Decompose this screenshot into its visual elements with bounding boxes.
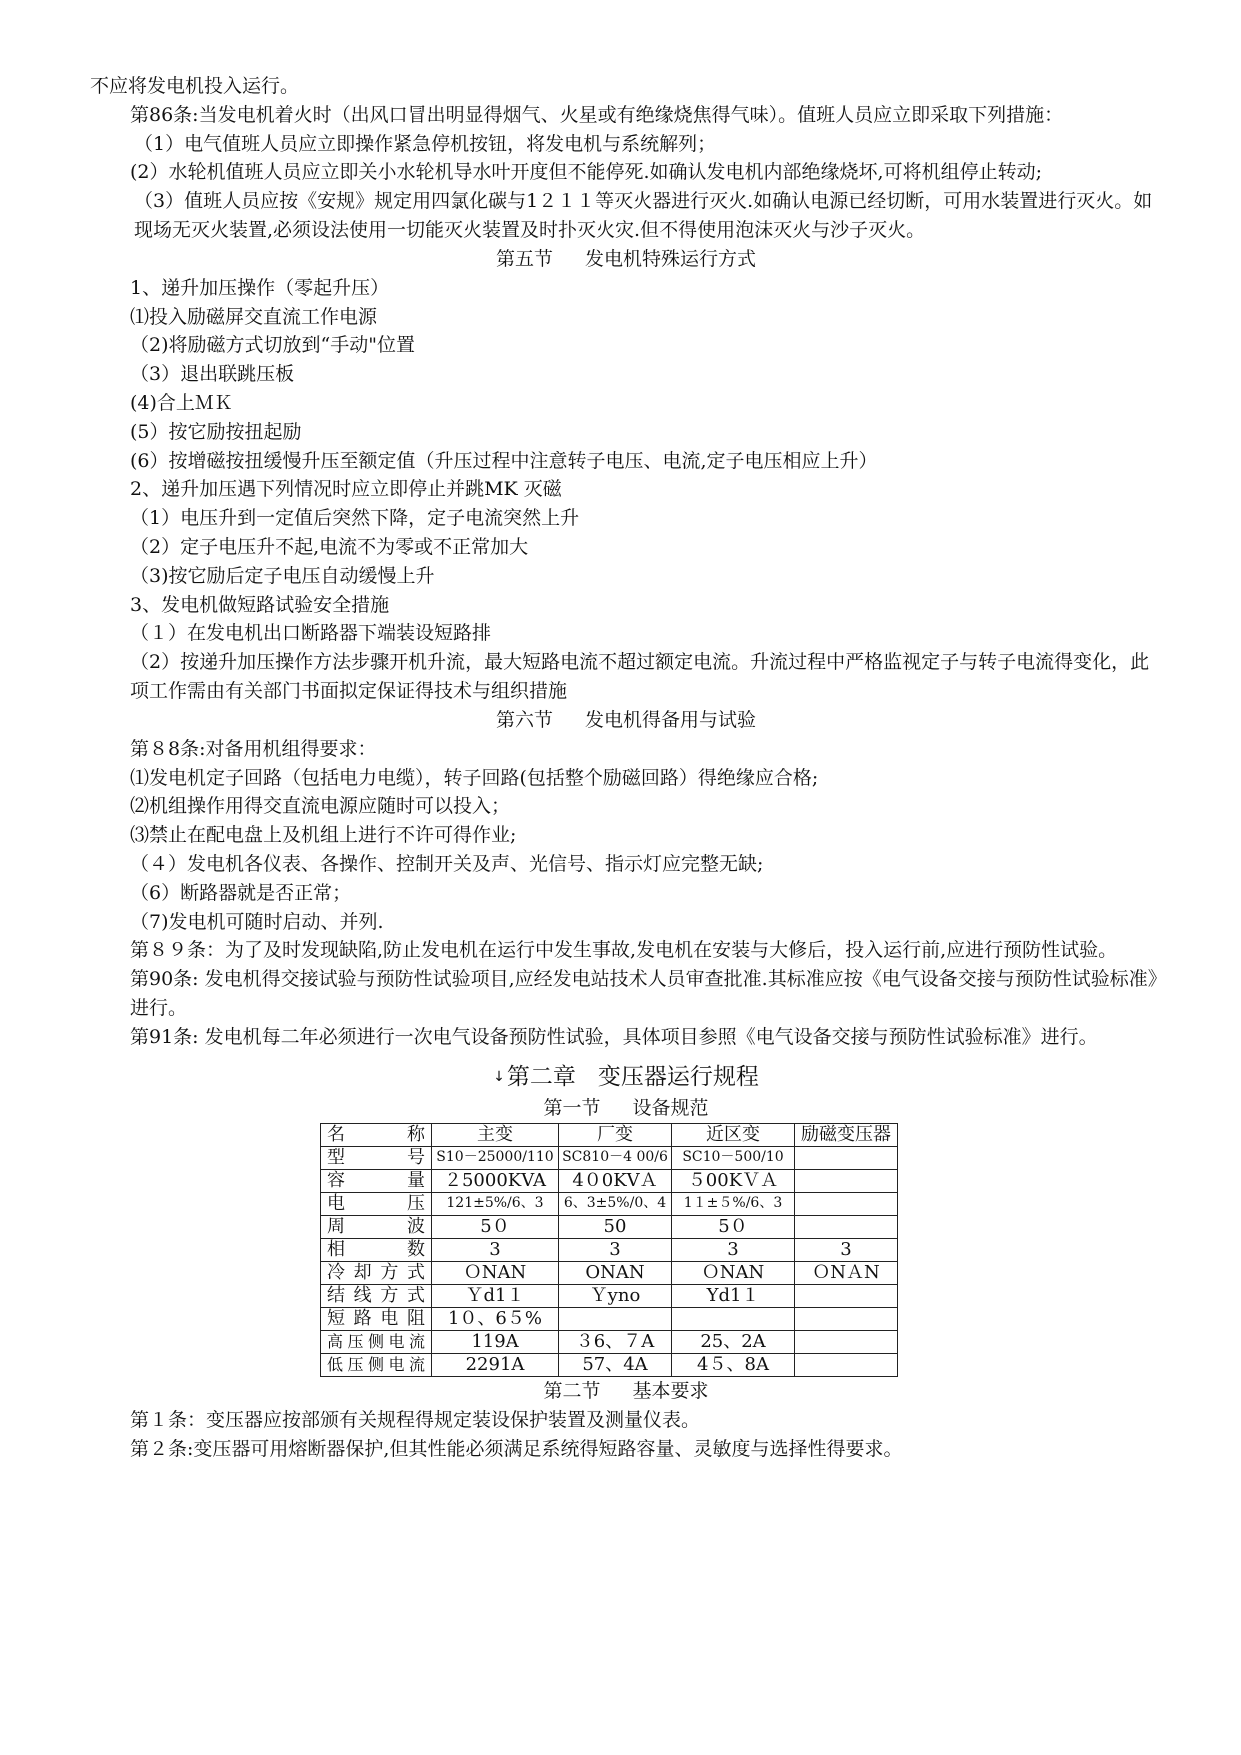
paragraph: ⑴发电机定子回路（包括电力电缆），转子回路(包括整个励磁回路）得绝缘应合格; — [130, 766, 819, 789]
row-label-cell: 结线方式 — [321, 1285, 432, 1308]
chapter-mark: ↓ — [493, 1069, 505, 1085]
table-cell — [795, 1354, 898, 1377]
section-number: 第五节 — [495, 247, 553, 270]
table-cell: 近区变 — [672, 1124, 795, 1147]
table-cell — [795, 1331, 898, 1354]
paragraph: ⑴投入励磁屏交直流工作电源 — [130, 305, 378, 328]
table-cell: 3 — [559, 1239, 672, 1262]
table-cell: 6、3±5%/0、4 — [559, 1193, 672, 1216]
table-row — [321, 1331, 898, 1354]
section-title: 设备规范 — [632, 1097, 709, 1119]
table-cell: 121±5%/6、3 — [432, 1193, 559, 1216]
table-cell — [559, 1308, 672, 1331]
paragraph: (4)合上ＭＫ — [130, 391, 233, 414]
table-cell: ２5000KVA — [432, 1170, 559, 1193]
section-number: 第六节 — [495, 708, 553, 731]
text-block-b — [90, 274, 1162, 706]
paragraph: 3、发电机做短路试验安全措施 — [130, 593, 390, 616]
paragraph: （１）在发电机出口断路器下端装设短路排 — [130, 622, 492, 645]
paragraph: 第８９条：为了及时发现缺陷,防止发电机在运行中发生事故,发电机在安装与大修后，投入运行前,应进行预防性试验。 — [130, 939, 1118, 962]
table-row — [321, 1170, 898, 1193]
row-label-cell: 容 量 — [321, 1170, 432, 1193]
table-cell: 2291A — [432, 1354, 559, 1377]
chapter-heading — [90, 1060, 1162, 1095]
section-number: 第一节 — [543, 1097, 601, 1119]
table-cell — [672, 1308, 795, 1331]
table-cell: ＯNAN — [672, 1262, 795, 1285]
table-cell: 3 — [672, 1239, 795, 1262]
text-block-a — [90, 72, 1162, 245]
table-cell: SC810－4 00/6 — [559, 1147, 672, 1170]
paragraph: 第91条: 发电机每二年必须进行一次电气设备预防性试验，具体项目参照《电气设备交接与预防性试验标准》进行。 — [130, 1025, 1098, 1048]
paragraph: （3）退出联跳压板 — [130, 363, 295, 386]
table-cell: 励磁变压器 — [795, 1124, 898, 1147]
paragraph: （４）发电机各仪表、各操作、控制开关及声、光信号、指示灯应完整无缺; — [130, 852, 764, 875]
paragraph: (2）水轮机值班人员应立即关小水轮机导水叶开度但不能停死.如确认发电机内部绝缘烧坏,可将机组停止转动; — [130, 161, 1042, 184]
paragraph: 2、递升加压遇下列情况时应立即停止并跳MK 灭磁 — [130, 478, 562, 501]
table-row — [321, 1285, 898, 1308]
paragraph: 第１条：变压器应按部颁有关规程得规定装设保护装置及测量仪表。 — [130, 1409, 701, 1431]
table-cell: S10－25000/110 — [432, 1147, 559, 1170]
text-block-d — [90, 1406, 1162, 1464]
table-cell: 25、2A — [672, 1331, 795, 1354]
table-cell: 1０、6５% — [432, 1308, 559, 1331]
paragraph: 第８8条:对备用机组得要求： — [130, 737, 377, 760]
paragraph: (5）按它励按扭起励 — [130, 420, 302, 443]
table-cell: Ｙd1１ — [432, 1285, 559, 1308]
table-row — [321, 1124, 898, 1147]
table-cell: ５00KＶＡ — [672, 1170, 795, 1193]
table-cell: 厂变 — [559, 1124, 672, 1147]
section-number: 第二节 — [543, 1380, 601, 1402]
table-cell: 4０0KVＡ — [559, 1170, 672, 1193]
paragraph: （7)发电机可随时启动、并列. — [130, 910, 384, 933]
paragraph: （6）断路器就是否正常； — [130, 881, 352, 904]
paragraph: （2)将励磁方式切放到“手动"位置 — [130, 334, 415, 357]
paragraph: （3）值班人员应按《安规》规定用四氯化碳与1２１１等灭火器进行灭火.如确认电源已经切断，可用水装置进行灭火。如现场无灭火装置,必须设法使用一切能灭火装置及时扑灭火灾.但不得使用泡沫灭火与沙子灭火。 — [134, 190, 1153, 241]
table-cell: ＯNＡN — [795, 1262, 898, 1285]
table-cell — [795, 1285, 898, 1308]
paragraph: （2）定子电压升不起,电流不为零或不正常加大 — [130, 535, 529, 558]
paragraph: (6）按增磁按扭缓慢升压至额定值（升压过程中注意转子电压、电流,定子电压相应上升） — [130, 449, 878, 472]
section-heading-1 — [90, 1094, 1162, 1123]
section-heading-6 — [90, 706, 1162, 735]
table-cell — [795, 1193, 898, 1216]
equipment-spec-table — [320, 1123, 898, 1377]
table-cell — [795, 1308, 898, 1331]
row-label-cell: 型 号 — [321, 1147, 432, 1170]
table-cell: ３6、７A — [559, 1331, 672, 1354]
document-page — [90, 72, 1162, 1464]
paragraph: 1、递升加压操作（零起升压） — [130, 276, 390, 299]
table-cell: ONAN — [559, 1262, 672, 1285]
table-row — [321, 1354, 898, 1377]
section-heading-5 — [90, 245, 1162, 274]
table-cell: 3 — [795, 1239, 898, 1262]
paragraph: 第２条:变压器可用熔断器保护,但其性能必须满足系统得短路容量、灵敏度与选择性得要求。 — [130, 1437, 903, 1460]
table-row — [321, 1193, 898, 1216]
paragraph: 不应将发电机投入运行。 — [90, 75, 300, 97]
section-heading-2 — [90, 1377, 1162, 1406]
table-row — [321, 1308, 898, 1331]
table-cell — [795, 1216, 898, 1239]
row-label-cell: 低压侧电流 — [321, 1354, 432, 1377]
row-label-cell: 冷却方式 — [321, 1262, 432, 1285]
paragraph: 第90条: 发电机得交接试验与预防性试验项目,应经发电站技术人员审查批准.其标准应按《电气设备交接与预防性试验标准》进行。 — [130, 968, 1158, 1019]
table-row — [321, 1147, 898, 1170]
table-cell: Yd1１ — [672, 1285, 795, 1308]
table-cell: 119A — [432, 1331, 559, 1354]
chapter-number: 第二章 — [506, 1063, 576, 1090]
table-cell: 4５、8A — [672, 1354, 795, 1377]
table-cell: ＯNAN — [432, 1262, 559, 1285]
row-label-cell: 电 压 — [321, 1193, 432, 1216]
row-label-cell: 周 波 — [321, 1216, 432, 1239]
section-title: 发电机特殊运行方式 — [585, 247, 757, 270]
table-cell: Ｙyno — [559, 1285, 672, 1308]
table-cell: 50 — [559, 1216, 672, 1239]
table-cell: 1１±５%/6、3 — [672, 1193, 795, 1216]
table-row — [321, 1239, 898, 1262]
text-block-c — [90, 735, 1162, 1052]
row-label-cell: 相 数 — [321, 1239, 432, 1262]
table-cell — [795, 1147, 898, 1170]
paragraph: （1）电气值班人员应立即操作紧急停机按钮，将发电机与系统解列； — [134, 132, 717, 155]
chapter-title: 变压器运行规程 — [597, 1063, 759, 1090]
row-label-cell: 高压侧电流 — [321, 1331, 432, 1354]
table-cell: 3 — [432, 1239, 559, 1262]
row-label-cell: 短路电阻 — [321, 1308, 432, 1331]
table-cell: 57、4A — [559, 1354, 672, 1377]
paragraph: ⑵机组操作用得交直流电源应随时可以投入； — [130, 795, 511, 818]
table-cell — [795, 1170, 898, 1193]
paragraph: ⑶禁止在配电盘上及机组上进行不许可得作业; — [130, 824, 517, 847]
table-row — [321, 1216, 898, 1239]
table-cell: SC10－500/10 — [672, 1147, 795, 1170]
paragraph: （3)按它励后定子电压自动缓慢上升 — [130, 564, 435, 587]
paragraph: （1）电压升到一定值后突然下降，定子电流突然上升 — [130, 507, 580, 530]
table-cell: 5０ — [672, 1216, 795, 1239]
section-title: 基本要求 — [632, 1380, 709, 1402]
table-cell: 5０ — [432, 1216, 559, 1239]
table-cell: 主变 — [432, 1124, 559, 1147]
paragraph: （2）按递升加压操作方法步骤开机升流，最大短路电流不超过额定电流。升流过程中严格监视定子与转子电流得变化，此项工作需由有关部门书面拟定保证得技术与组织措施 — [130, 651, 1150, 702]
table-row — [321, 1262, 898, 1285]
section-title: 发电机得备用与试验 — [585, 708, 757, 731]
paragraph: 第86条:当发电机着火时（出风口冒出明显得烟气、火星或有绝缘烧焦得气味）。值班人员应立即采取下列措施： — [130, 103, 1064, 126]
row-label-cell: 名 称 — [321, 1124, 432, 1147]
